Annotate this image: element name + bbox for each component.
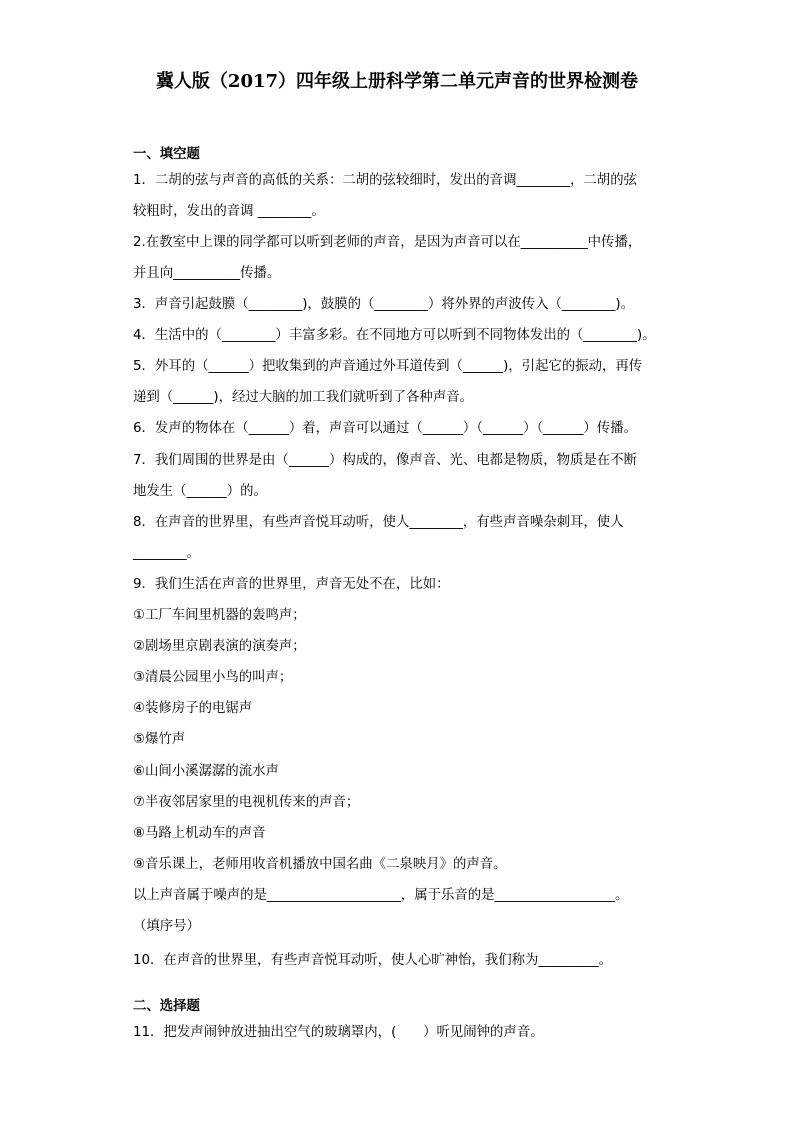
question-9-intro: 9．我们生活在声音的世界里，声音无处不在，比如： [133,577,450,592]
question-9-item-5: ⑤爆竹声 [133,732,186,747]
question-9-item-7: ⑦半夜邻居家里的电视机传来的声音； [133,795,360,810]
question-9-item-6: ⑥山间小溪潺潺的流水声 [133,764,279,779]
section-heading-multiple-choice: 二、选择题 [133,999,200,1014]
question-8-line-2: ________。 [133,546,200,561]
question-9-item-1: ①工厂车间里机器的轰鸣声； [133,608,306,623]
section-heading-fill-in: 一、填空题 [133,147,200,162]
question-9-item-2: ②剧场里京剧表演的演奏声； [133,639,306,654]
question-3: 3．声音引起鼓膜（________)，鼓膜的（________）将外界的声波传入（________)。 [133,297,635,312]
question-5-line-1: 5．外耳的（______）把收集到的声音通过外耳道传到（______)，引起它的振动，再传 [133,359,643,374]
question-2-line-1: 2.在教室中上课的同学都可以听到老师的声音，是因为声音可以在__________中传播， [133,235,642,250]
document-title: 冀人版（2017）四年级上册科学第二单元声音的世界检测卷 [155,71,639,92]
question-9-item-8: ⑧马路上机动车的声音 [133,826,266,841]
question-7-line-1: 7．我们周围的世界是由（______）构成的，像声音、光、电都是物质，物质是在不断 [133,453,637,468]
question-9-item-3: ③清晨公园里小鸟的叫声； [133,670,293,685]
question-1-line-2: 较粗时，发出的音调 ________。 [133,204,325,219]
question-8-line-1: 8．在声音的世界里，有些声音悦耳动听，使人________，有些声音噪杂刺耳，使人 [133,515,624,530]
question-9-answer-line: 以上声音属于噪声的是____________________，属于乐音的是__________________。 [133,888,629,903]
question-9-item-9: ⑨音乐课上，老师用收音机播放中国名曲《二泉映月》的声音。 [133,857,507,872]
question-9-item-4: ④装修房子的电锯声 [133,701,253,716]
question-4: 4．生活中的（________）丰富多彩。在不同地方可以听到不同物体发出的（________)。 [133,328,656,343]
question-9-note: （填序号） [133,919,200,934]
question-5-line-2: 递到（______)，经过大脑的加工我们就听到了各种声音。 [133,390,473,405]
question-7-line-2: 地发生（______）的。 [133,484,267,499]
question-2-line-2: 并且向__________传播。 [133,266,281,281]
question-1-line-1: 1．二胡的弦与声音的高低的关系：二胡的弦较细时，发出的音调________，二胡的弦 [133,173,637,188]
question-11: 11．把发声闹钟放进抽出空气的玻璃罩内，( ）听见闹钟的声音。 [133,1025,544,1040]
question-6: 6．发声的物体在（______）着，声音可以通过（______）（______）（______）传播。 [133,421,637,436]
question-10: 10．在声音的世界里，有些声音悦耳动听，使人心旷神怡，我们称为_________。 [133,953,613,968]
